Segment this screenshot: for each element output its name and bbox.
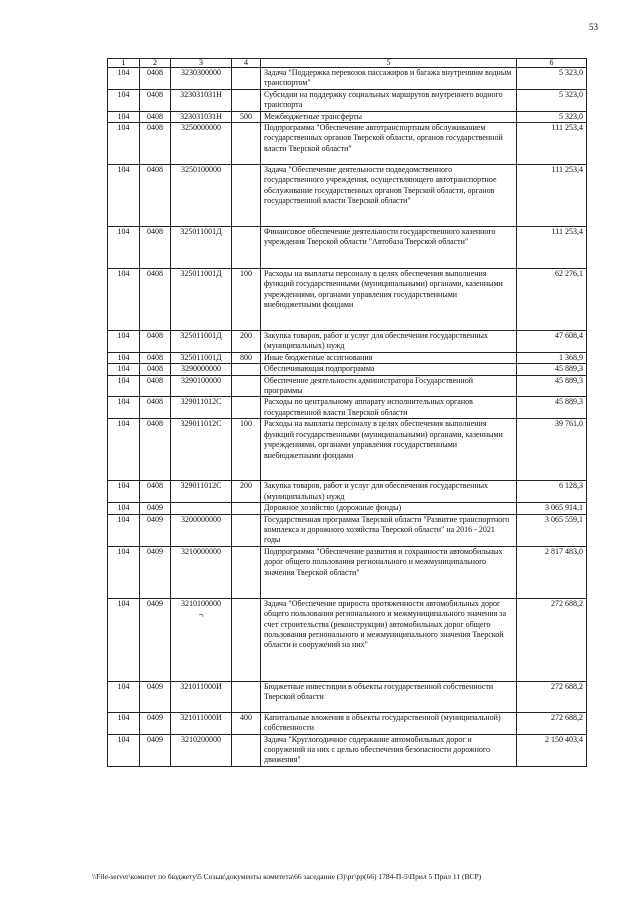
description-cell-text: Расходы по центральному аппарату исполнительных органов государственной власти Тверской области — [264, 397, 473, 417]
target-article-cell-text: 325011001Д — [180, 269, 222, 279]
file-path-footer: \\File-server\комитет по бюджету\5 Созыв\документы комитета\66 заседание (3)\рг\рр(66) 1784-П-5\Прил 5 Прил 11 (ВСР) — [92, 872, 482, 881]
rzpr-code-cell — [108, 503, 140, 514]
section-code-cell-text: 0408 — [147, 331, 163, 341]
section-code-cell — [140, 503, 171, 514]
section-code-cell — [140, 68, 171, 90]
rzpr-code-cell — [108, 111, 140, 122]
target-article-cell-text: 329011012С — [180, 397, 222, 407]
description-cell-text: Закупка товаров, работ и услуг для обеспечения государственных (муниципальных) нужд — [264, 331, 489, 351]
stray-mark: ¬ — [198, 610, 204, 621]
rzpr-code-cell-text: 104 — [117, 364, 130, 374]
amount-cell — [517, 352, 587, 363]
rzpr-code-cell-text: 104 — [117, 123, 130, 133]
target-article-cell — [171, 269, 232, 331]
description-cell — [261, 269, 517, 331]
section-code-cell — [140, 227, 171, 269]
amount-cell-text: 2 150 403,4 — [545, 734, 583, 744]
section-code-cell-text: 0408 — [147, 123, 163, 133]
description-cell-text: Задача "Круглогодичное содержание автомобильных дорог и сооружений на них с целью обеспечения безопасности дорожного движения" — [264, 734, 490, 765]
table-header-row — [108, 59, 587, 68]
target-article-cell-text: 3290100000 — [181, 375, 221, 385]
target-article-cell — [171, 331, 232, 353]
amount-cell-text: 1 368,9 — [559, 352, 583, 362]
target-article-cell-text: 3290000000 — [181, 364, 221, 374]
expense-type-cell — [232, 123, 261, 165]
rzpr-code-cell-text: 104 — [117, 68, 130, 77]
expense-type-cell — [232, 227, 261, 269]
section-code-cell — [140, 681, 171, 712]
amount-cell-text: 47 608,4 — [555, 331, 583, 341]
section-code-cell-text: 0409 — [147, 546, 163, 556]
description-cell — [261, 419, 517, 481]
target-article-cell-text: 3200000000 — [181, 514, 221, 524]
expense-type-cell — [232, 375, 261, 397]
section-code-cell — [140, 89, 171, 111]
table-row — [108, 503, 587, 514]
rzpr-code-cell — [108, 331, 140, 353]
table-row — [108, 681, 587, 712]
target-article-cell-text: 321011000И — [180, 681, 222, 691]
target-article-cell-text: 325011001Д — [180, 331, 222, 341]
table-row — [108, 419, 587, 481]
target-article-cell — [171, 734, 232, 766]
section-code-cell-text: 0409 — [147, 712, 163, 722]
section-code-cell — [140, 419, 171, 481]
target-article-cell — [171, 481, 232, 503]
amount-cell — [517, 364, 587, 375]
table-row — [108, 514, 587, 546]
expense-type-cell — [232, 419, 261, 481]
table-row — [108, 227, 587, 269]
expense-type-cell — [232, 68, 261, 90]
amount-cell — [517, 227, 587, 269]
rzpr-code-cell — [108, 89, 140, 111]
table-row — [108, 712, 587, 734]
description-cell — [261, 734, 517, 766]
description-cell-text: Обеспечение деятельности администратора Государственной программы — [264, 375, 473, 396]
amount-cell-text: 45 889,3 — [555, 397, 583, 407]
expense-type-cell — [232, 165, 261, 227]
target-article-cell-text: 323031031Н — [180, 111, 222, 121]
table-row — [108, 481, 587, 503]
expense-type-cell-text: 800 — [240, 352, 252, 362]
table-row — [108, 68, 587, 90]
table-row — [108, 352, 587, 363]
description-cell — [261, 364, 517, 375]
amount-cell-text: 62 276,1 — [555, 269, 583, 279]
description-cell-text: Межбюджетные трансферты — [264, 111, 362, 121]
rzpr-code-cell — [108, 227, 140, 269]
expense-type-cell — [232, 598, 261, 681]
rzpr-code-cell — [108, 364, 140, 375]
section-code-cell-text: 0408 — [147, 481, 163, 491]
amount-cell — [517, 165, 587, 227]
amount-cell — [517, 111, 587, 122]
rzpr-code-cell-text: 104 — [117, 503, 130, 513]
description-cell — [261, 503, 517, 514]
column-header: 1 — [108, 59, 140, 68]
rzpr-code-cell — [108, 481, 140, 503]
expense-type-cell-text: 400 — [240, 712, 252, 722]
amount-cell-text: 111 253,4 — [551, 123, 583, 133]
description-cell — [261, 331, 517, 353]
section-code-cell-text: 0408 — [147, 375, 163, 385]
target-article-cell — [171, 352, 232, 363]
description-cell-text: Субсидии на поддержку социальных маршрутов внутреннего водного транспорта — [264, 89, 503, 110]
rzpr-code-cell-text: 104 — [117, 681, 130, 691]
target-article-cell — [171, 598, 232, 681]
rzpr-code-cell — [108, 419, 140, 481]
expense-type-cell — [232, 352, 261, 363]
expense-type-cell-text: 200 — [240, 481, 252, 491]
section-code-cell-text: 0408 — [147, 364, 163, 374]
expense-type-cell — [232, 364, 261, 375]
expense-type-cell — [232, 546, 261, 598]
section-code-cell-text: 0408 — [147, 111, 163, 121]
amount-cell — [517, 89, 587, 111]
description-cell-text: Расходы на выплаты персоналу в целях обеспечения выполнения функций государственными (муниципальными) органами, казенными учреждениями, органами управления государственными внебюджетными фондами — [264, 419, 503, 460]
expense-type-cell-text: 100 — [240, 269, 252, 279]
amount-cell — [517, 481, 587, 503]
amount-cell-text: 6 128,3 — [559, 481, 583, 491]
rzpr-code-cell-text: 104 — [117, 712, 130, 722]
section-code-cell — [140, 514, 171, 546]
amount-cell — [517, 419, 587, 481]
rzpr-code-cell — [108, 734, 140, 766]
section-code-cell — [140, 269, 171, 331]
description-cell — [261, 227, 517, 269]
rzpr-code-cell — [108, 68, 140, 90]
table-row — [108, 331, 587, 353]
section-code-cell — [140, 352, 171, 363]
description-cell — [261, 165, 517, 227]
rzpr-code-cell-text: 104 — [117, 331, 130, 341]
target-article-cell-text: 3210000000 — [181, 546, 221, 556]
description-cell-text: Закупка товаров, работ и услуг для обеспечения государственных (муниципальных) нужд — [264, 481, 489, 501]
rzpr-code-cell — [108, 514, 140, 546]
table-row — [108, 111, 587, 122]
target-article-cell — [171, 546, 232, 598]
amount-cell-text: 3 065 914,1 — [545, 503, 583, 513]
section-code-cell-text: 0408 — [147, 269, 163, 279]
section-code-cell — [140, 331, 171, 353]
description-cell-text: Иные бюджетные ассигнования — [264, 352, 373, 362]
expense-type-cell — [232, 481, 261, 503]
section-code-cell-text: 0408 — [147, 397, 163, 407]
target-article-cell-text: 321011000И — [180, 712, 222, 722]
amount-cell-text: 45 889,3 — [555, 375, 583, 385]
target-article-cell-text: 329011012С — [180, 481, 222, 491]
column-header: 5 — [261, 59, 517, 68]
target-article-cell — [171, 514, 232, 546]
target-article-cell — [171, 227, 232, 269]
rzpr-code-cell-text: 104 — [117, 165, 130, 175]
description-cell — [261, 68, 517, 90]
amount-cell-text: 5 323,0 — [559, 89, 583, 99]
target-article-cell — [171, 397, 232, 419]
amount-cell-text: 2 817 483,0 — [545, 546, 583, 556]
amount-cell — [517, 397, 587, 419]
description-cell — [261, 598, 517, 681]
description-cell — [261, 397, 517, 419]
description-cell-text: Задача "Обеспечение прироста протяженности автомобильных дорог общего пользования регионального и межмуниципального значения за счет строительства (реконструкции) автомобильных дорог общего пользования регионального и межмуниципального значения Тверской области и сооружений на них" — [264, 598, 506, 650]
expense-type-cell — [232, 712, 261, 734]
amount-cell-text: 3 065 559,1 — [545, 514, 583, 524]
description-cell-text: Подпрограмма "Обеспечение автотранспортным обслуживанием государственных органов Тверской области, органов государственной власти Тверской области" — [264, 123, 503, 153]
target-article-cell — [171, 503, 232, 514]
description-cell-text: Обеспечивающая подпрограмма — [264, 364, 375, 374]
expense-type-cell-text: 200 — [240, 331, 252, 341]
rzpr-code-cell — [108, 546, 140, 598]
amount-cell — [517, 503, 587, 514]
amount-cell-text: 272 688,2 — [551, 681, 583, 691]
section-code-cell — [140, 481, 171, 503]
table-row — [108, 397, 587, 419]
expense-type-cell — [232, 331, 261, 353]
rzpr-code-cell — [108, 681, 140, 712]
description-cell-text: Подпрограмма "Обеспечение развития и сохранности автомобильных дорог общего пользования регионального и межмуниципального значения Тверской области" — [264, 546, 503, 577]
rzpr-code-cell-text: 104 — [117, 734, 130, 744]
amount-cell — [517, 68, 587, 90]
table-row — [108, 734, 587, 766]
rzpr-code-cell — [108, 352, 140, 363]
table-row — [108, 546, 587, 598]
rzpr-code-cell — [108, 123, 140, 165]
amount-cell — [517, 123, 587, 165]
description-cell-text: Бюджетные инвестиции в объекты государственной собственности Тверской области — [264, 681, 494, 702]
target-article-cell-text: 3210100000 — [181, 598, 221, 608]
target-article-cell-text: 325011001Д — [180, 227, 222, 237]
section-code-cell-text: 0408 — [147, 352, 163, 362]
page-number: 53 — [589, 22, 598, 32]
description-cell-text: Задача "Обеспечение деятельности подведомственного государственного учреждения, осуществляющего автотранспортное обслуживание государственных органов Тверской области, органов государственной власти Тверской области" — [264, 165, 497, 206]
amount-cell — [517, 734, 587, 766]
target-article-cell — [171, 123, 232, 165]
amount-cell-text: 111 253,4 — [551, 165, 583, 175]
section-code-cell-text: 0409 — [147, 514, 163, 524]
table-row — [108, 375, 587, 397]
section-code-cell-text: 0409 — [147, 734, 163, 744]
expense-type-cell-text: 100 — [240, 419, 252, 429]
amount-cell — [517, 375, 587, 397]
column-header: 3 — [171, 59, 232, 68]
rzpr-code-cell-text: 104 — [117, 481, 130, 491]
expense-type-cell — [232, 503, 261, 514]
amount-cell-text: 272 688,2 — [551, 598, 583, 608]
section-code-cell-text: 0409 — [147, 503, 163, 513]
amount-cell-text: 111 253,4 — [551, 227, 583, 237]
target-article-cell — [171, 111, 232, 122]
target-article-cell — [171, 375, 232, 397]
table-row — [108, 89, 587, 111]
description-cell — [261, 681, 517, 712]
description-cell — [261, 111, 517, 122]
rzpr-code-cell-text: 104 — [117, 397, 130, 407]
rzpr-code-cell-text: 104 — [117, 269, 130, 279]
target-article-cell-text: 3210200000 — [181, 734, 221, 744]
table-row — [108, 598, 587, 681]
section-code-cell — [140, 111, 171, 122]
target-article-cell-text: 325011001Д — [180, 352, 222, 362]
description-cell-text: Государственная программа Тверской области "Развитие транспортного комплекса и дорожного хозяйства Тверской области" на 2016 - 2021 годы — [264, 514, 510, 545]
section-code-cell — [140, 123, 171, 165]
section-code-cell — [140, 375, 171, 397]
target-article-cell-text: 329011012С — [180, 419, 222, 429]
expense-type-cell — [232, 514, 261, 546]
expense-type-cell — [232, 89, 261, 111]
column-header: 4 — [232, 59, 261, 68]
section-code-cell — [140, 598, 171, 681]
target-article-cell — [171, 712, 232, 734]
rzpr-code-cell — [108, 165, 140, 227]
section-code-cell-text: 0409 — [147, 681, 163, 691]
section-code-cell-text: 0408 — [147, 89, 163, 99]
target-article-cell-text: 3230300000 — [181, 68, 221, 77]
target-article-cell — [171, 419, 232, 481]
amount-cell-text: 5 323,0 — [559, 111, 583, 121]
section-code-cell — [140, 397, 171, 419]
rzpr-code-cell-text: 104 — [117, 546, 130, 556]
budget-table — [107, 58, 587, 767]
description-cell — [261, 375, 517, 397]
description-cell — [261, 123, 517, 165]
section-code-cell-text: 0408 — [147, 68, 163, 77]
amount-cell — [517, 269, 587, 331]
expense-type-cell — [232, 734, 261, 766]
rzpr-code-cell-text: 104 — [117, 352, 130, 362]
description-cell — [261, 89, 517, 111]
rzpr-code-cell-text: 104 — [117, 111, 130, 121]
target-article-cell-text: 3250100000 — [181, 165, 221, 175]
target-article-cell — [171, 681, 232, 712]
target-article-cell — [171, 68, 232, 90]
amount-cell — [517, 514, 587, 546]
section-code-cell — [140, 712, 171, 734]
expense-type-cell — [232, 269, 261, 331]
target-article-cell — [171, 364, 232, 375]
table-row — [108, 123, 587, 165]
target-article-cell-text: 3250000000 — [181, 123, 221, 133]
section-code-cell-text: 0408 — [147, 165, 163, 175]
rzpr-code-cell-text: 104 — [117, 514, 130, 524]
amount-cell — [517, 712, 587, 734]
description-cell-text: Финансовое обеспечение деятельности государственного казенного учреждения Тверской области "Автобаза Тверской области" — [264, 227, 496, 247]
rzpr-code-cell-text: 104 — [117, 89, 130, 99]
section-code-cell — [140, 546, 171, 598]
description-cell — [261, 352, 517, 363]
column-header: 2 — [140, 59, 171, 68]
expense-type-cell-text: 500 — [240, 111, 252, 121]
description-cell — [261, 546, 517, 598]
description-cell-text: Капитальные вложения в объекты государственной (муниципальной) собственности — [264, 712, 501, 733]
description-cell — [261, 514, 517, 546]
amount-cell-text: 5 323,0 — [559, 68, 583, 77]
amount-cell — [517, 331, 587, 353]
rzpr-code-cell — [108, 598, 140, 681]
amount-cell — [517, 681, 587, 712]
rzpr-code-cell-text: 104 — [117, 598, 130, 608]
section-code-cell — [140, 165, 171, 227]
table-row — [108, 165, 587, 227]
rzpr-code-cell — [108, 397, 140, 419]
rzpr-code-cell — [108, 269, 140, 331]
section-code-cell-text: 0408 — [147, 227, 163, 237]
description-cell-text: Расходы на выплаты персоналу в целях обеспечения выполнения функций государственными (муниципальными) органами, казенными учреждениями, органами управления государственными внебюджетными фондами — [264, 269, 503, 310]
amount-cell — [517, 546, 587, 598]
target-article-cell-text: 323031031Н — [180, 89, 222, 99]
target-article-cell — [171, 165, 232, 227]
table-row — [108, 269, 587, 331]
rzpr-code-cell-text: 104 — [117, 419, 130, 429]
section-code-cell — [140, 364, 171, 375]
amount-cell-text: 39 761,0 — [555, 419, 583, 429]
section-code-cell-text: 0409 — [147, 598, 163, 608]
description-cell — [261, 712, 517, 734]
amount-cell-text: 272 688,2 — [551, 712, 583, 722]
section-code-cell — [140, 734, 171, 766]
column-header: 6 — [517, 59, 587, 68]
expense-type-cell — [232, 681, 261, 712]
expense-type-cell — [232, 397, 261, 419]
rzpr-code-cell — [108, 712, 140, 734]
amount-cell-text: 45 889,3 — [555, 364, 583, 374]
description-cell-text: Дорожное хозяйство (дорожные фонды) — [264, 503, 402, 513]
description-cell-text: Задача "Поддержка перевозок пассажиров и багажа внутренним водным транспортом" — [264, 68, 512, 88]
rzpr-code-cell-text: 104 — [117, 227, 130, 237]
expense-type-cell — [232, 111, 261, 122]
amount-cell — [517, 598, 587, 681]
section-code-cell-text: 0408 — [147, 419, 163, 429]
rzpr-code-cell — [108, 375, 140, 397]
table-row — [108, 364, 587, 375]
rzpr-code-cell-text: 104 — [117, 375, 130, 385]
target-article-cell — [171, 89, 232, 111]
description-cell — [261, 481, 517, 503]
